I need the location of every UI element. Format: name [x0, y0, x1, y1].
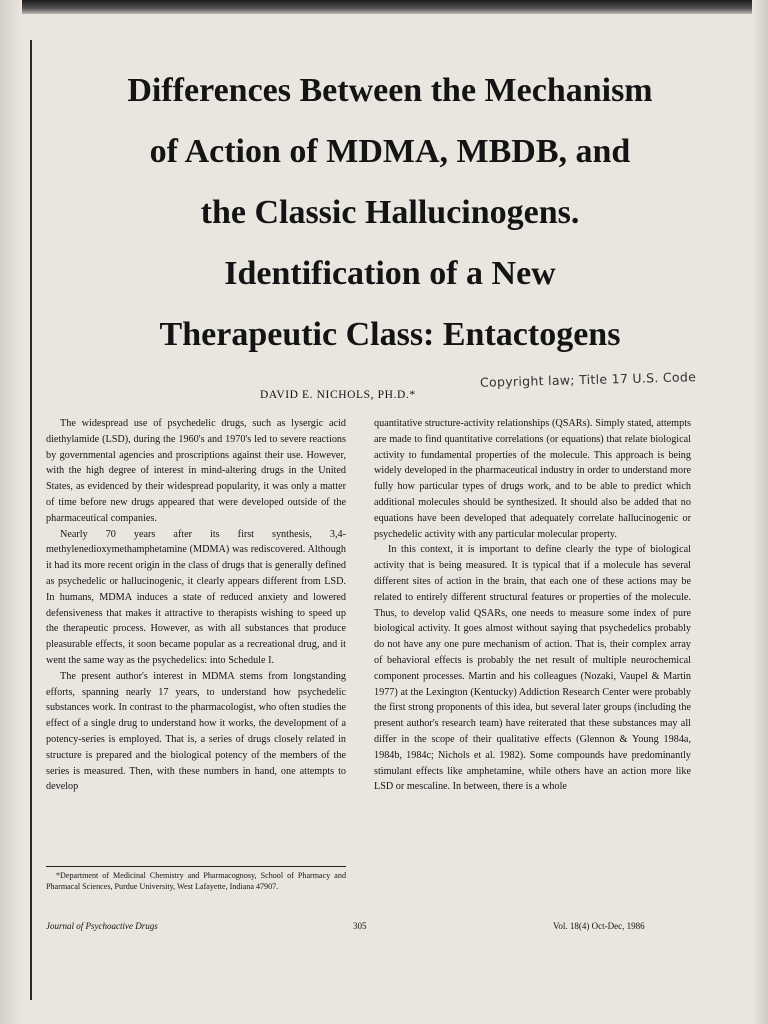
- scan-edge-top: [0, 0, 768, 14]
- article-title: [40, 60, 740, 365]
- right-column: [374, 416, 691, 795]
- body-paragraph: In this context, it is important to define clearly the type of biological activity that is being measured. It is typical that if a molecule has several different sites of action in the brain, that each one of these actions may be related to entirely different structural features or properties of the molecule. Thus, to develop valid QSARs, one needs to measure some index of pure biological activity. It goes almost without saying that psychedelics probably do not have any one pure mechanism of action. That is, their complex array of behavioral effects is probably the net result of multiple neurochemical component processes. Martin and his colleagues (Nozaki, Vaupel & Martin 1977) at the Lexington (Kentucky) Addiction Research Center were probably the first strong proponents of this idea, but several later groups (including the present author's research team) have reiterated that these substances may all differ in the scope of their qualitative effects (Glennon & Young 1984a, 1984b, 1984c; Nichols et al. 1982). Some compounds have predominantly stimulant effects like amphetamine, while others have an action more like LSD or mescaline. In between, there is a whole: [374, 544, 691, 793]
- page-number: 305: [353, 921, 367, 931]
- body-paragraph: Nearly 70 years after its first synthesis, 3,4-methylenedioxymethamphetamine (MDMA) was rediscovered. Although it had its more recent origin in the class of drugs that is generally defined as psychedelic or hallucinogenic, it clearly appears different from LSD. In humans, MDMA induces a state of reduced anxiety and lowered defensiveness that makes it attractive to therapists wishing to speed up the therapeutic process. However, as with all substances that produce pleasurable effects, it soon became popular as a recreational drug, and it went the same way as the psychedelics: into Schedule I.: [46, 528, 346, 666]
- author-byline: DAVID E. NICHOLS, PH.D.*: [260, 389, 416, 401]
- journal-name: Journal of Psychoactive Drugs: [46, 921, 158, 931]
- binding-rule: [30, 40, 32, 1000]
- copyright-stamp: Copyright law; Title 17 U.S. Code: [479, 369, 697, 390]
- left-column: [46, 416, 346, 795]
- scan-edge-right: [752, 0, 768, 1024]
- title-line: Differences Between the Mechanism: [127, 72, 653, 109]
- volume-info: Vol. 18(4) Oct-Dec, 1986: [553, 921, 645, 931]
- title-line: Identification of a New: [224, 255, 556, 292]
- title-line: of Action of MDMA, MBDB, and: [149, 133, 631, 170]
- title-line: the Classic Hallucinogens.: [200, 194, 580, 231]
- body-paragraph: quantitative structure-activity relationships (QSARs). Simply stated, attempts are made to find quantitative correlations (or equations) that relate biological activity to fundamental properties of the molecule. This approach is being widely developed in the pharmaceutical industry in order to understand more fully how particular types of drugs work, and to be able to predict which additional molecules should be synthesized. It should also be added that no equations have been developed that adequately correlate hallucinogenic or psychedelic activity with any particular molecular property.: [374, 418, 691, 540]
- author-affiliation-footnote: *Department of Medicinal Chemistry and Pharmacognosy, School of Pharmacy and Pharmacal Sciences, Purdue University, West Lafayette, Indiana 47907.: [46, 866, 346, 892]
- body-paragraph: The present author's interest in MDMA stems from longstanding efforts, spanning nearly 17 years, to understand how psychedelic substances work. In contrast to the pharmacologist, who often studies the effect of a single drug to understand how it works, the development of a potency-series is employed. That is, a series of drugs closely related in structure is prepared and the biological potency of the members of the series is measured. Then, with these numbers in hand, one attempts to develop: [46, 670, 346, 793]
- title-line: Therapeutic Class: Entactogens: [159, 316, 621, 353]
- body-paragraph: The widespread use of psychedelic drugs, such as lysergic acid diethylamide (LSD), during the 1960's and 1970's led to severe reactions by governmental agencies and proscriptions against their use. However, with the high degree of interest in mind-altering drugs in the United States, as evidenced by their widespread popularity, it was only a matter of time before new drugs appeared that were developed outside of the pharmaceutical companies.: [46, 418, 346, 524]
- scan-edge-left: [0, 0, 22, 1024]
